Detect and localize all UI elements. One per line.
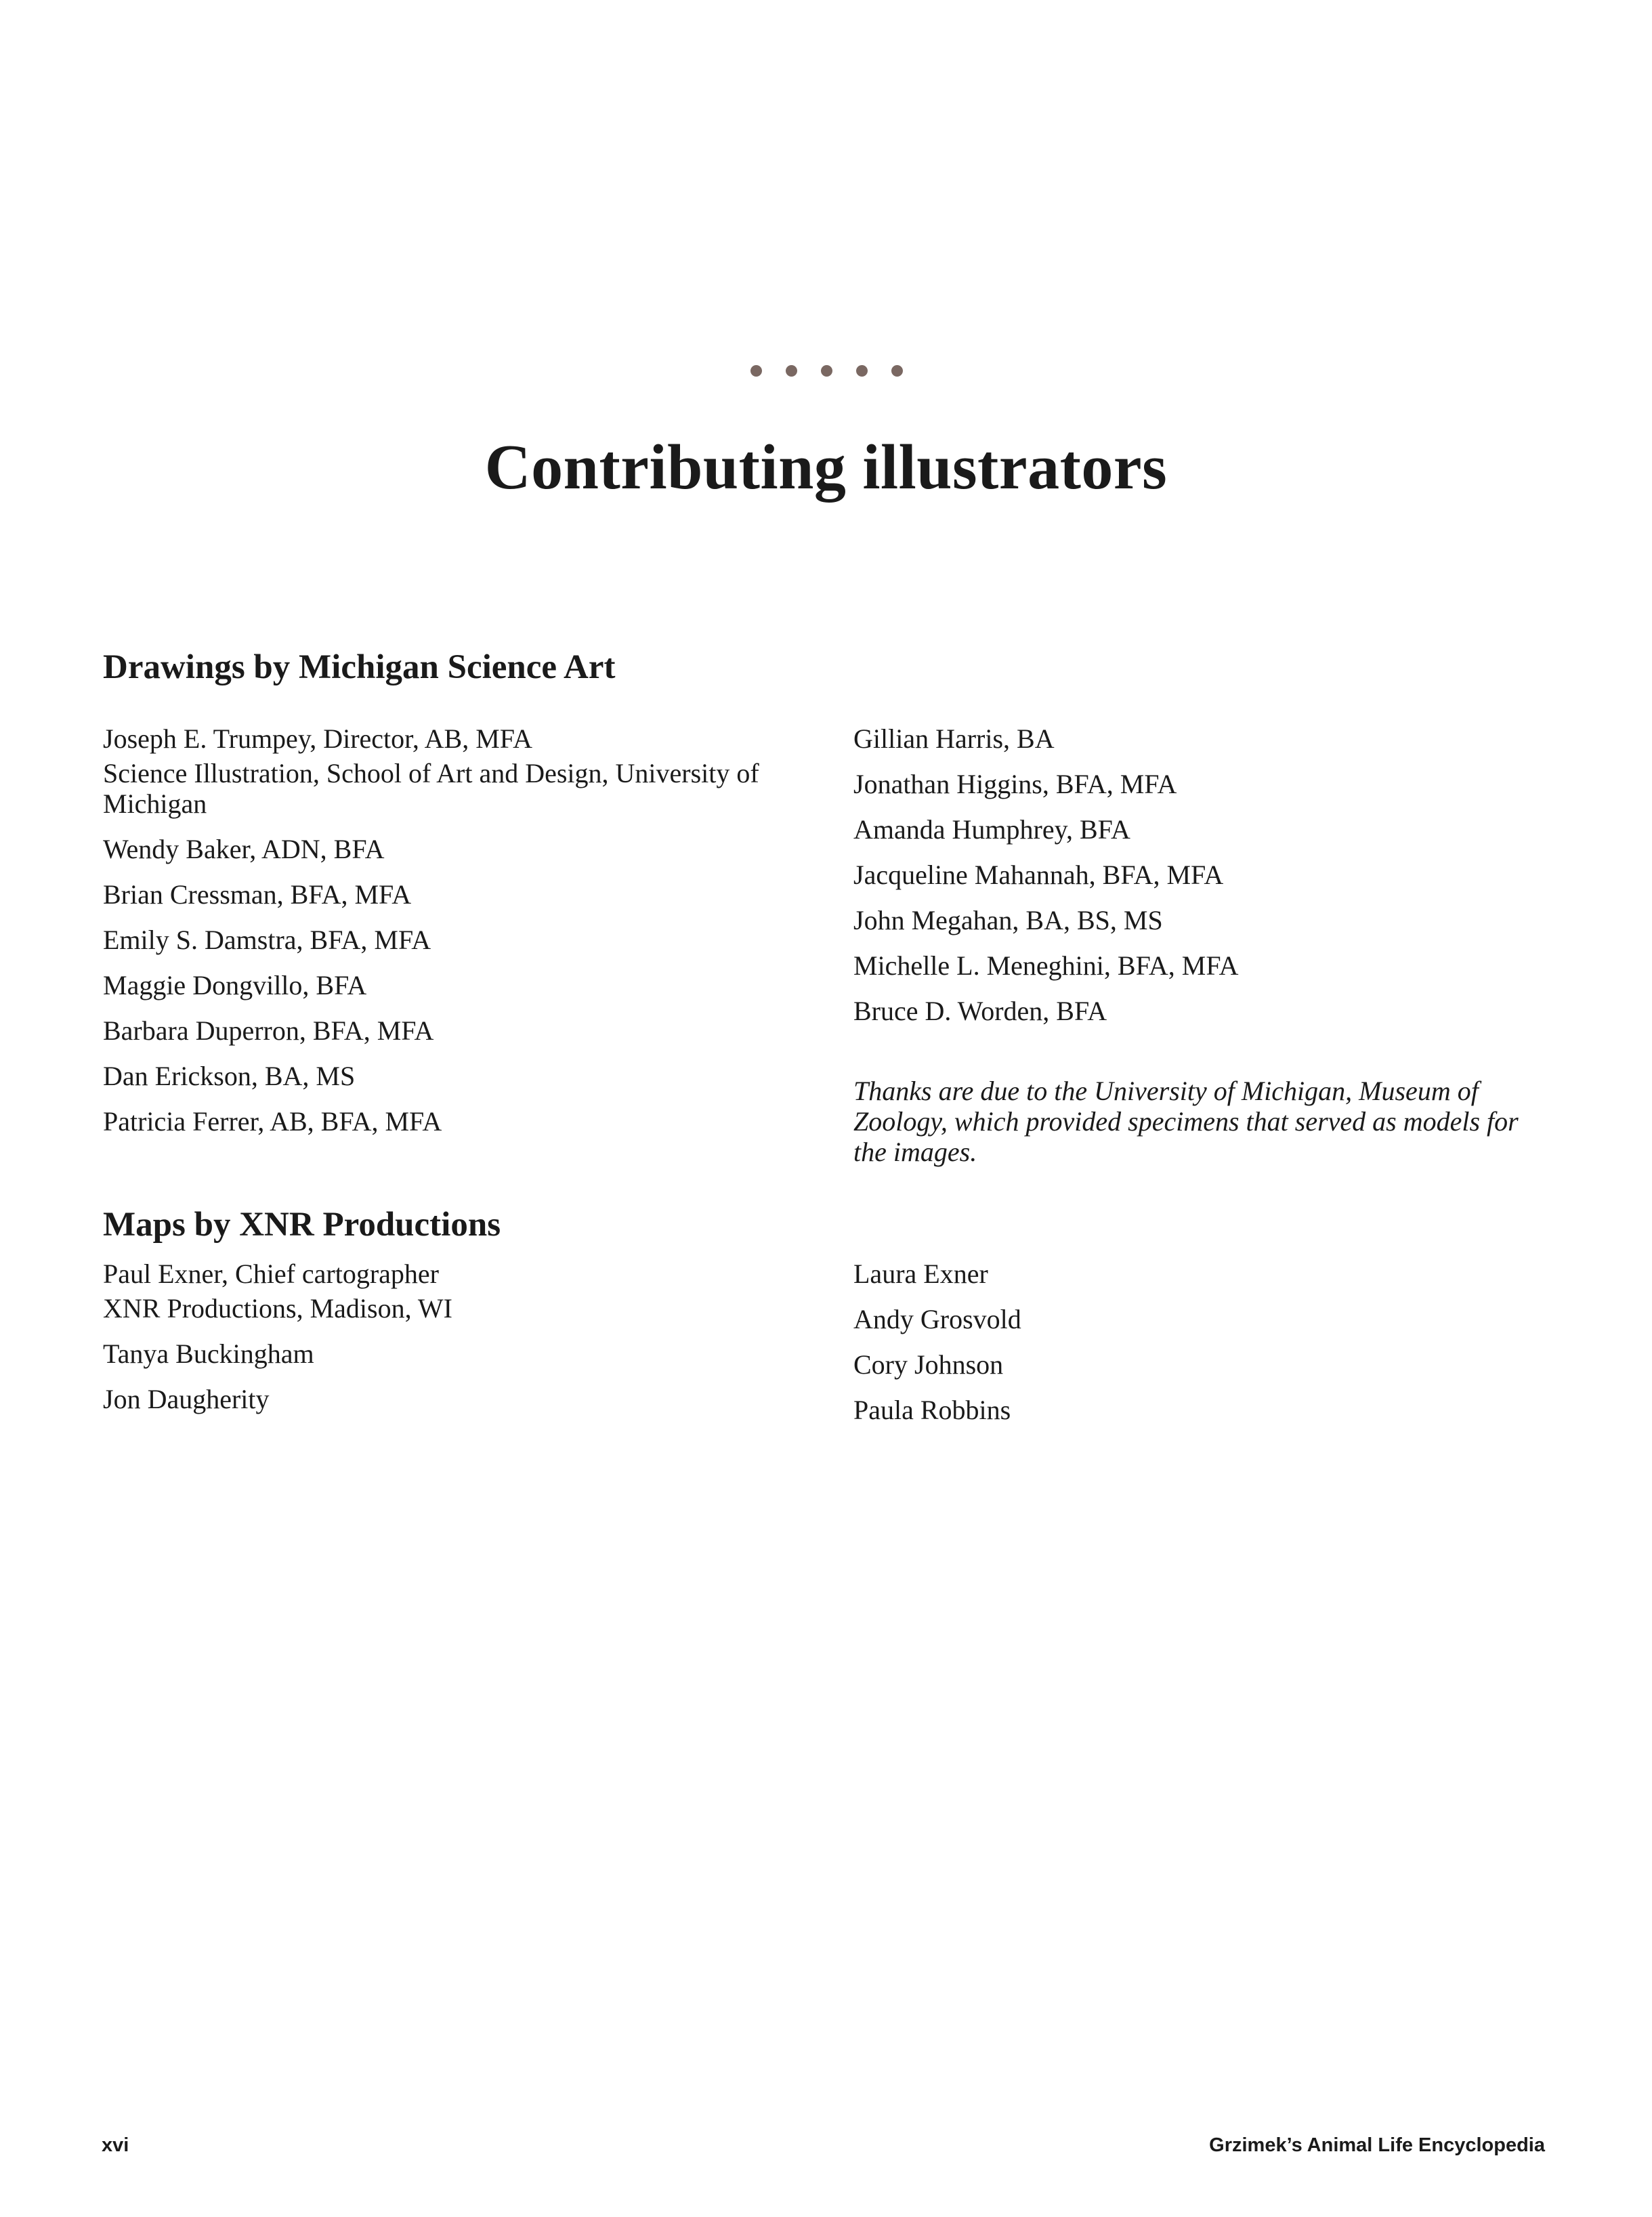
- list-item: Jon Daugherity: [103, 1384, 270, 1414]
- list-item: Emily S. Damstra, BFA, MFA: [103, 925, 431, 955]
- list-item: Barbara Duperron, BFA, MFA: [103, 1015, 434, 1046]
- running-footer-title: Grzimek’s Animal Life Encyclopedia: [1209, 2134, 1545, 2156]
- maps-left-list: [103, 1259, 787, 1429]
- list-item: Paul Exner, Chief cartographer: [103, 1259, 439, 1289]
- ornament-dot: [856, 365, 868, 377]
- maps-right-list: [853, 1259, 1565, 1440]
- drawings-left-list: [103, 723, 787, 1152]
- list-item: Jacqueline Mahannah, BFA, MFA: [853, 860, 1224, 890]
- list-item: Brian Cressman, BFA, MFA: [103, 879, 412, 910]
- list-item: Laura Exner: [853, 1259, 988, 1289]
- drawings-right-list: [853, 723, 1565, 1041]
- list-item: Cory Johnson: [853, 1349, 1004, 1380]
- ornament-dot: [891, 365, 903, 377]
- list-item: Jonathan Higgins, BFA, MFA: [853, 769, 1177, 799]
- list-item: Science Illustration, School of Art and Design, University of Michigan: [103, 758, 759, 819]
- list-item: Dan Erickson, BA, MS: [103, 1061, 356, 1091]
- ornament-dot: [821, 365, 832, 377]
- ornament-dot: [750, 365, 762, 377]
- list-item: John Megahan, BA, BS, MS: [853, 905, 1163, 935]
- list-item: Patricia Ferrer, AB, BFA, MFA: [103, 1106, 442, 1137]
- list-item: Michelle L. Meneghini, BFA, MFA: [853, 950, 1239, 981]
- list-item: XNR Productions, Madison, WI: [103, 1293, 452, 1324]
- list-item: Gillian Harris, BA: [853, 723, 1055, 754]
- ornament-dots: [750, 365, 903, 377]
- list-item: Paula Robbins: [853, 1395, 1011, 1425]
- ornament-dot: [786, 365, 797, 377]
- list-item: Bruce D. Worden, BFA: [853, 996, 1107, 1026]
- acknowledgement-note: Thanks are due to the University of Michigan, Museum of Zoology, which provided specimens that served as models for the images.: [853, 1076, 1519, 1167]
- maps-heading: Maps by XNR Productions: [103, 1206, 501, 1244]
- list-item: Joseph E. Trumpey, Director, AB, MFA: [103, 723, 532, 754]
- list-item: Andy Grosvold: [853, 1304, 1021, 1334]
- page-title: Contributing illustrators: [484, 432, 1168, 503]
- list-item: Tanya Buckingham: [103, 1338, 314, 1369]
- list-item: Maggie Dongvillo, BFA: [103, 970, 367, 1000]
- list-item: Wendy Baker, ADN, BFA: [103, 834, 385, 864]
- drawings-heading: Drawings by Michigan Science Art: [103, 648, 616, 686]
- list-item: Amanda Humphrey, BFA: [853, 814, 1130, 845]
- page-number: xvi: [102, 2134, 129, 2156]
